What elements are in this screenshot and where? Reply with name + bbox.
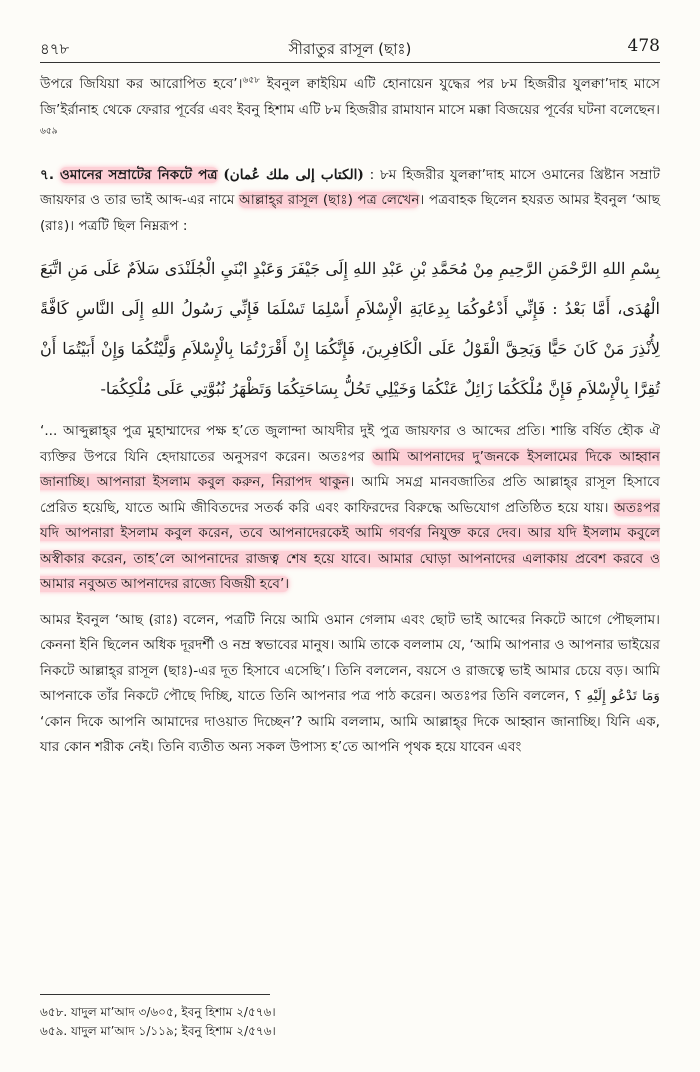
running-title: সীরাতুর রাসূল (ছাঃ) bbox=[288, 40, 412, 58]
section-arabic-title: (الكتاب إلى ملك عُمان) bbox=[223, 166, 364, 183]
page-number-bengali: ৪৭৮ bbox=[40, 40, 70, 58]
highlight: আল্লাহ্‌র রাসূল (ছাঃ) পত্র লেখেন bbox=[239, 192, 420, 208]
paragraph-intro: উপরে জিযিয়া কর আরোপিত হবে’।$^{৬৫৮}$ ইবনুল ক্বাইয়িম এটি হোনায়েন যুদ্ধের পর ৮ম হিজরীর যুলক্বা’দাহ মাসে জি’ইর্রানাহ থেকে ফেরার পূর্বের এবং ইবনু হিশাম এটি ৮ম হিজরীর রামাযান মাসে মক্কা বিজয়ের পূর্বের ঘটনা বলেছেন।$^{৬৫৯}$ bbox=[40, 75, 661, 137]
header-divider bbox=[40, 62, 660, 63]
narrative-paragraph: আমর ইবনুল ‘আছ (রাঃ) বলেন, পত্রটি নিয়ে আমি ওমান গেলাম এবং ছোট ভাই আব্দের নিকটে আগে পৌছলাম। কেননা ইনি ছিলেন অধিক দূরদর্শী ও নম্র স্বভাবের মানুষ। আমি তাকে বললাম যে, ‘আমি আপনার ও আপনার ভাইয়ের নিকটে আল্লাহ্‌র রাসূল (ছাঃ)-এর দূত হিসাবে এসেছি’। তিনি বললেন, বয়সে ও রাজত্বে ভাই আমার চেয়ে বড়। আমি আপনাকে তাঁর নিকটে পৌছে দিচ্ছি, যাতে তিনি আপনার পত্র পাঠ করেন। অতঃপর তিনি বললেন, وَمَا تَدْعُو إِلَيْهِ ؟ ‘কোন দিকে আপনি আমাদের দাওয়াত দিচ্ছেন’? আমি বললাম, আমি আল্লাহ্‌র দিকে আহ্বান জানাচ্ছি। যিনি এক, যার কোন শরীক নেই। তিনি ব্যতীত অন্য সকল উপাস্য হ’তে আপনি পৃথক হয়ে যাবেন এবং bbox=[40, 611, 660, 755]
arabic-letter: بِسْمِ اللهِ الرَّحْمَنِ الرَّحِيمِ مِنْ مُحَمَّدِ بْنِ عَبْدِ اللهِ إِلَى جَيْفَرَ وَعَبْدٍ ابْنَيِ الْجُلَنْدَى سَلاَمٌ عَلَى مَنِ اتَّبَعَ الْهُدَى، أَمَّا بَعْدُ : فَإِنِّي أَدْعُوكُمَا بِدِعَايَةِ الْإِسْلاَمِ أَسْلِمَا تَسْلَمَا فَإِنِّي رَسُولُ اللهِ إِلَى النَّاسِ كَافَّةً لِأُنْذِرَ مَنْ كَانَ حَيًّا وَيَحِقَّ الْقَوْلُ عَلَى الْكَافِرِينَ، فَإِنَّكُمَا إِنْ أَقْرَرْتُمَا بِالْإِسْلاَمِ وَلَّيْتُكُمَا وَإِنْ أَبَيْتُمَا أَنْ تُقِرَّا بِالْإِسْلاَمِ فَإِنَّ مُلْكَكُمَا زَائِلٌ عَنْكُمَا وَخَيْلِي تَحُلُّ بِسَاحَتِكُمَا وَتَظْهَرُ نُبُوَّتِي عَلَى مُلْكِكُمَا- bbox=[40, 259, 660, 398]
section-paragraph: ৭. ওমানের সম্রাটের নিকটে পত্র (الكتاب إلى ملك عُمان) : ৮ম হিজরীর যুলক্বা’দাহ মাসে ওমানের খ্রিষ্টান সম্রাট জায়ফার ও তার ভাই আব্দ-এর নামে আল্লাহ্‌র রাসূল (ছাঃ) পত্র লেখেন। পত্রবাহক ছিলেন হযরত আমর ইবনুল ‘আছ (রাঃ)। পত্রটি ছিল নিম্নরূপ : bbox=[40, 166, 661, 234]
highlight: অতঃপর যদি আপনারা ইসলাম কবুল করেন, তবে আপনাদেরকেই আমি গবর্ণর নিযুক্ত করে দেব। আর যদি ইসলাম কবুলে অস্বীকার করেন, তাহ’লে আপনাদের রাজত্ব শেষ হয়ে যাবে। আমার ঘোড়া আপনাদের এলাকায় প্রবেশ করবে ও আমার নবুঅত আপনাদের রাজ্যে বিজয়ী হবে’। bbox=[40, 499, 660, 592]
page-header bbox=[40, 34, 660, 60]
section-heading: ওমানের সম্রাটের নিকটে পত্র bbox=[59, 166, 218, 183]
footnote: ৬৫৯. যাদুল মা’আদ ১/১১৯; ইবনু হিশাম ২/৫৭৬। bbox=[40, 1024, 276, 1038]
footnote-divider bbox=[40, 994, 270, 995]
translation-paragraph: ‘... আব্দুল্লাহ্‌র পুত্র মুহাম্মাদের পক্ষ হ’তে জুলান্দা আযদীর দুই পুত্র জায়ফার ও আব্দের প্রতি। শান্তি বর্ষিত হৌক ঐ ব্যক্তির উপরে যিনি হেদায়াতের অনুসরণ করেন। অতঃপর আমি আপনাদের দু’জনকে ইসলামের দিকে আহ্বান জানাচ্ছি। আপনারা ইসলাম কবুল করুন, নিরাপদ থাকুন। আমি সমগ্র মানবজাতির প্রতি আল্লাহ্‌র রাসূল হিসাবে প্রেরিত হয়েছি, যাতে আমি জীবিতদের সতর্ক করি এবং কাফিরদের বিরুদ্ধে অভিযোগ প্রতিষ্ঠিত হয়ে যায়। অতঃপর যদি আপনারা ইসলাম কবুল করেন, তবে আপনাদেরকেই আমি গবর্ণর নিযুক্ত করে দেব। আর যদি ইসলাম কবুলে অস্বীকার করেন, তাহ’লে আপনাদের রাজত্ব শেষ হয়ে যাবে। আমার ঘোড়া আপনাদের এলাকায় প্রবেশ করবে ও আমার নবুঅত আপনাদের রাজ্যে বিজয়ী হবে’। bbox=[40, 423, 660, 592]
highlight: আমি আপনাদের দু’জনকে ইসলামের দিকে আহ্বান জানাচ্ছি। আপনারা ইসলাম কবুল করুন, নিরাপদ থাকুন bbox=[40, 448, 660, 490]
page-number: 478 bbox=[627, 36, 660, 56]
footnotes bbox=[40, 1003, 660, 1041]
section-number: ৭. bbox=[40, 166, 55, 183]
arabic-quote: وَمَا تَدْعُو إِلَيْهِ ؟ bbox=[574, 688, 660, 704]
footnote-ref[interactable]: ৬৫৮ bbox=[242, 75, 261, 86]
page-body bbox=[40, 72, 660, 771]
footnote-ref[interactable]: ৬৫৯ bbox=[40, 126, 58, 137]
footnote: ৬৫৮. যাদুল মা’আদ ৩/৬০৫, ইবনু হিশাম ২/৫৭৬। bbox=[40, 1005, 276, 1019]
